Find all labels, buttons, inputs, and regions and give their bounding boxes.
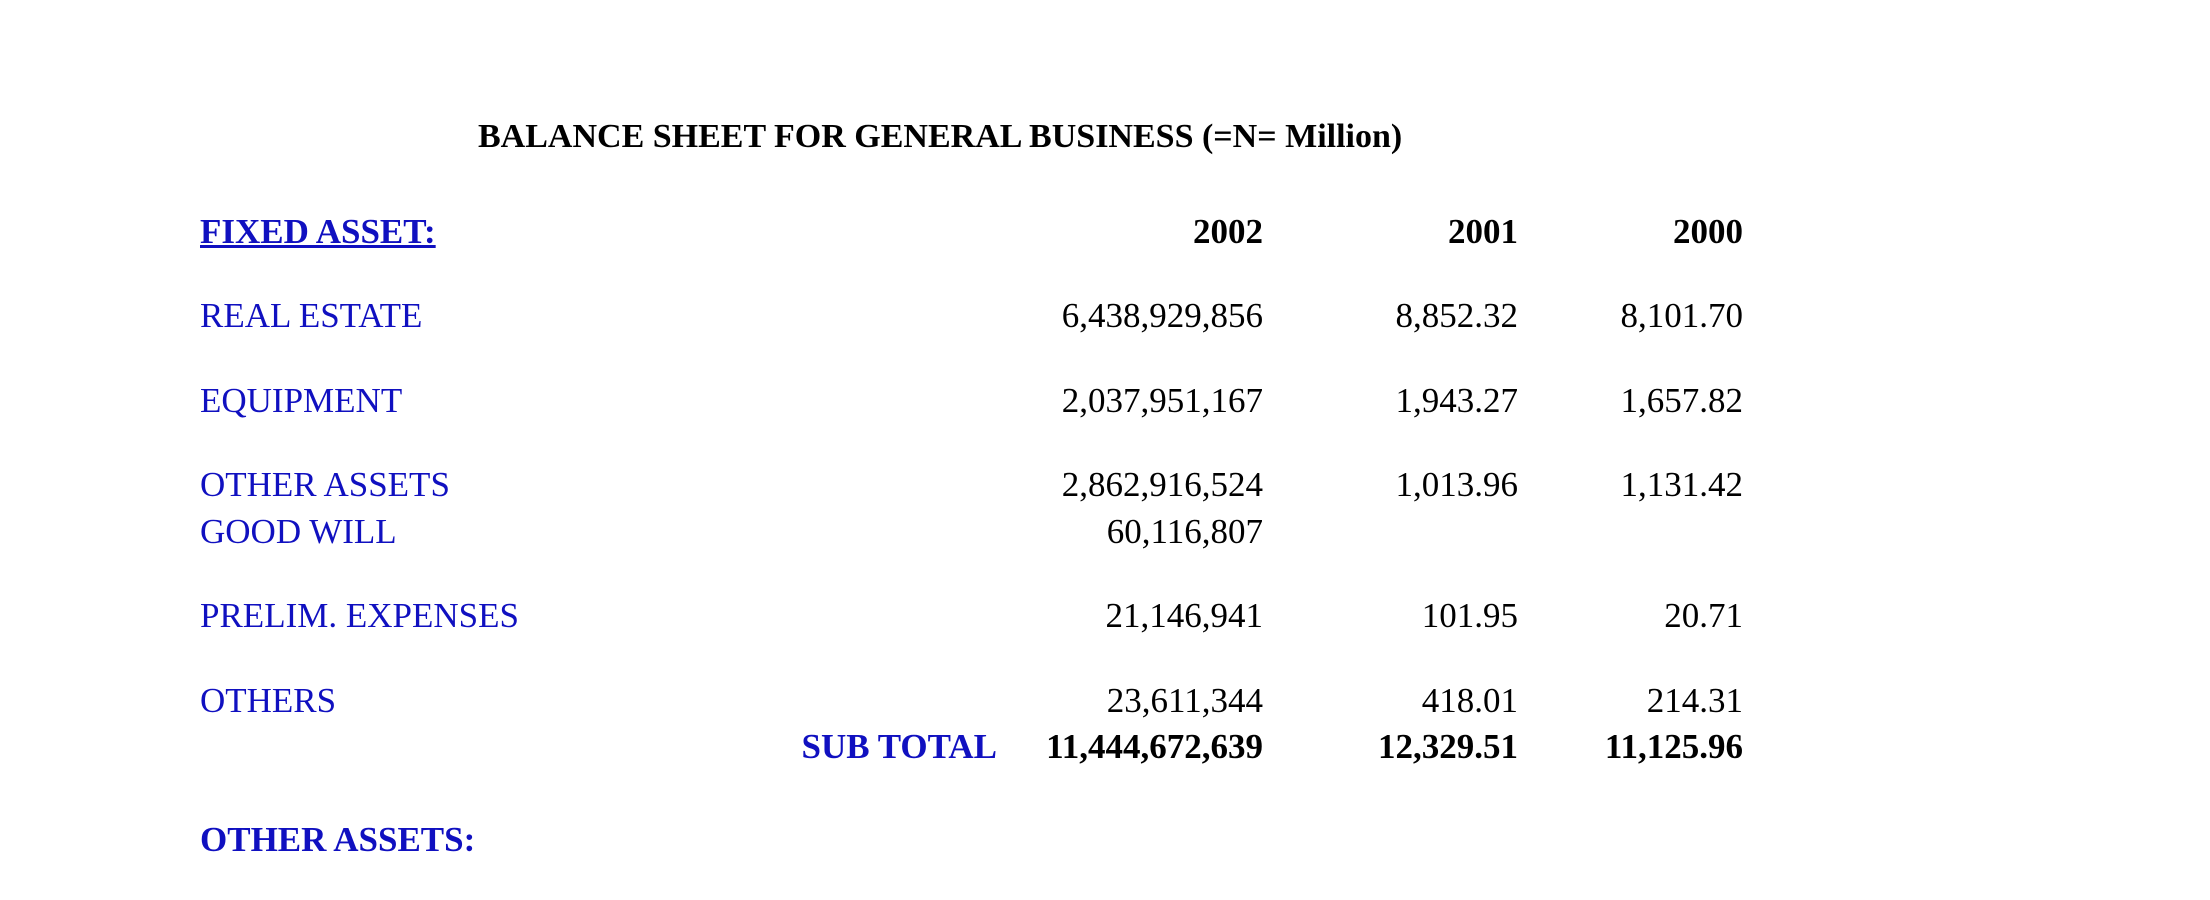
prelim-expenses-2001: 101.95: [1421, 596, 1518, 635]
subtotal-label: SUB TOTAL: [801, 727, 997, 766]
row-label-real-estate: REAL ESTATE: [200, 296, 423, 335]
other-assets-2000: 1,131.42: [1620, 465, 1743, 504]
equipment-2000: 1,657.82: [1620, 381, 1743, 420]
row-label-equipment: EQUIPMENT: [200, 381, 403, 420]
row-label-prelim-expenses: PRELIM. EXPENSES: [200, 596, 519, 635]
row-label-others: OTHERS: [200, 681, 337, 720]
year-header-2002: 2002: [1193, 212, 1263, 251]
real-estate-2002: 6,438,929,856: [1061, 296, 1263, 335]
row-label-good-will: GOOD WILL: [200, 512, 397, 551]
other-assets-2001: 1,013.96: [1395, 465, 1518, 504]
prelim-expenses-2002: 21,146,941: [1105, 596, 1263, 635]
good-will-2002: 60,116,807: [1106, 512, 1263, 551]
row-label-other-assets: OTHER ASSETS: [200, 465, 450, 504]
others-2001: 418.01: [1421, 681, 1518, 720]
other-assets-2002: 2,862,916,524: [1061, 465, 1263, 504]
document-title: BALANCE SHEET FOR GENERAL BUSINESS (=N= Million): [478, 118, 1403, 155]
subtotal-2001: 12,329.51: [1378, 727, 1518, 766]
others-2000: 214.31: [1646, 681, 1743, 720]
fixed-asset-heading: FIXED ASSET:: [200, 212, 436, 251]
equipment-2001: 1,943.27: [1395, 381, 1518, 420]
other-assets-heading: OTHER ASSETS:: [200, 820, 476, 859]
real-estate-2000: 8,101.70: [1620, 296, 1743, 335]
prelim-expenses-2000: 20.71: [1664, 596, 1743, 635]
year-header-2001: 2001: [1448, 212, 1518, 251]
subtotal-2000: 11,125.96: [1604, 727, 1743, 766]
equipment-2002: 2,037,951,167: [1061, 381, 1263, 420]
subtotal-2002: 11,444,672,639: [1046, 727, 1263, 766]
others-2002: 23,611,344: [1106, 681, 1263, 720]
year-header-2000: 2000: [1673, 212, 1743, 251]
real-estate-2001: 8,852.32: [1395, 296, 1518, 335]
